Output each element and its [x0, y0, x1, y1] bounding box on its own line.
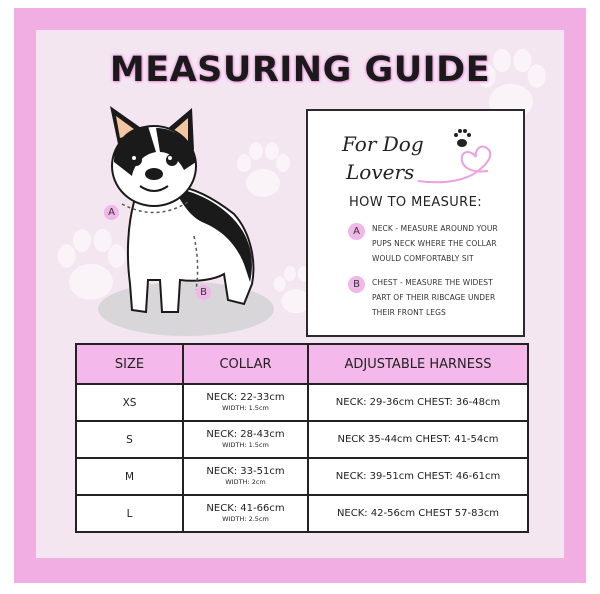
neck-instruction: NECK - MEASURE AROUND YOUR PUPS NECK WHERE THE COLLAR WOULD COMFORTABLY SIT — [372, 224, 498, 263]
for-dog-lovers-logo — [338, 121, 508, 189]
harness-cell: NECK: 42-56cm CHEST 57-83cm — [308, 495, 528, 532]
table-row — [76, 421, 528, 458]
chest-instruction: CHEST - MEASURE THE WIDEST PART OF THEIR RIBCAGE UNDER THEIR FRONT LEGS — [372, 278, 496, 317]
step-badge-a: A — [348, 223, 365, 240]
harness-cell: NECK: 29-36cm CHEST: 36-48cm — [308, 384, 528, 421]
harness-cell: NECK: 39-51cm CHEST: 46-61cm — [308, 458, 528, 495]
chest-marker-label: B — [196, 285, 211, 300]
page-title: MEASURING GUIDE — [109, 50, 491, 90]
size-cell: M — [76, 458, 183, 495]
table-header-row — [76, 344, 528, 384]
french-bulldog-illustration — [96, 104, 286, 340]
collar-cell: NECK: 28-43cm WIDTH: 1.5cm — [183, 421, 308, 458]
size-cell: XS — [76, 384, 183, 421]
table-row — [76, 458, 528, 495]
paw-icon — [454, 129, 471, 147]
collar-cell: NECK: 22-33cm WIDTH: 1.5cm — [183, 384, 308, 421]
harness-cell: NECK 35-44cm CHEST: 41-54cm — [308, 421, 528, 458]
how-to-measure-box — [306, 109, 525, 337]
collar-cell: NECK: 41-66cm WIDTH: 2.5cm — [183, 495, 308, 532]
logo-line-2: Lovers — [346, 160, 415, 184]
neck-marker-label: A — [104, 205, 119, 220]
table-row — [76, 384, 528, 421]
size-cell: S — [76, 421, 183, 458]
harness-column-header: ADJUSTABLE HARNESS — [308, 344, 528, 384]
step-badge-b: B — [348, 276, 365, 293]
collar-column-header: COLLAR — [183, 344, 308, 384]
logo-line-1: For Dog — [342, 132, 424, 156]
collar-cell: NECK: 33-51cm WIDTH: 2cm — [183, 458, 308, 495]
size-chart-table — [75, 343, 529, 533]
how-to-measure-heading: HOW TO MEASURE: — [348, 195, 483, 210]
table-row — [76, 495, 528, 532]
size-cell: L — [76, 495, 183, 532]
size-column-header: SIZE — [76, 344, 183, 384]
